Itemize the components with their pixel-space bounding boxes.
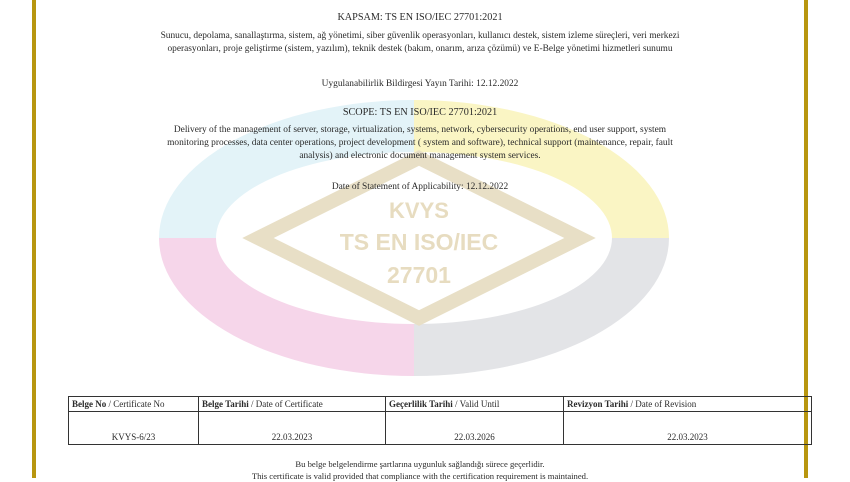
kapsam-applicability-date: Uygulanabilirlik Bildirgesi Yayın Tarihi: 12.12.2022 [321,79,519,89]
scope-text-line-2: monitoring processes, data center operations, project development ( system and software), technical support (maintenance, repair, fault [167,138,673,148]
date-of-revision-value: 22.03.2023 [564,412,812,445]
scope-applicability-date: Date of Statement of Applicability: 12.12.2022 [331,182,509,192]
kapsam-text-line-2: operasyonları, proje geliştirme (sistem, yazılım), teknik destek (bakım, onarım, arıza çözümü) ve E-Belge yönetimi hizmetleri sunumu [167,44,673,54]
header-valid-until: Geçerlilik Tarihi / Valid Until [386,397,564,412]
watermark-number: 27701 [387,262,451,288]
watermark-standard: TS EN ISO/IEC [339,229,499,255]
date-of-certificate-value: 22.03.2023 [199,412,386,445]
validity-note-en: This certificate is valid provided that compliance with the certification requirement is maintained. [251,471,589,481]
table-header-row [69,397,812,412]
certificate-content [40,0,800,481]
scope-text-line-3: analysis) and electronic document management system services. [299,151,541,161]
certificate-info-table [68,396,812,445]
table-value-row [69,412,812,445]
header-date-of-revision: Revizyon Tarihi / Date of Revision [564,397,812,412]
header-date-of-certificate: Belge Tarihi / Date of Certificate [199,397,386,412]
kapsam-text-line-1: Sunucu, depolama, sanallaştırma, sistem, ağ yönetimi, siber güvenlik operasyonları, kullanıcı destek, sistem izleme süreçleri, veri merkezi [160,31,680,41]
scope-text-line-1: Delivery of the management of server, storage, virtualization, systems, network, cybersecurity operations, end user support, system [173,125,667,135]
kapsam-title: KAPSAM: TS EN ISO/IEC 27701:2021 [337,12,503,23]
valid-until-value: 22.03.2026 [386,412,564,445]
watermark-kvys: KVYS [389,198,449,223]
scope-title: SCOPE: TS EN ISO/IEC 27701:2021 [342,107,498,118]
validity-note-tr: Bu belge belgelendirme şartlarına uygunluk sağlandığı sürece geçerlidir. [295,459,545,469]
certificate-no-value: KVYS-6/23 [69,412,199,445]
header-certificate-no: Belge No / Certificate No [69,397,199,412]
